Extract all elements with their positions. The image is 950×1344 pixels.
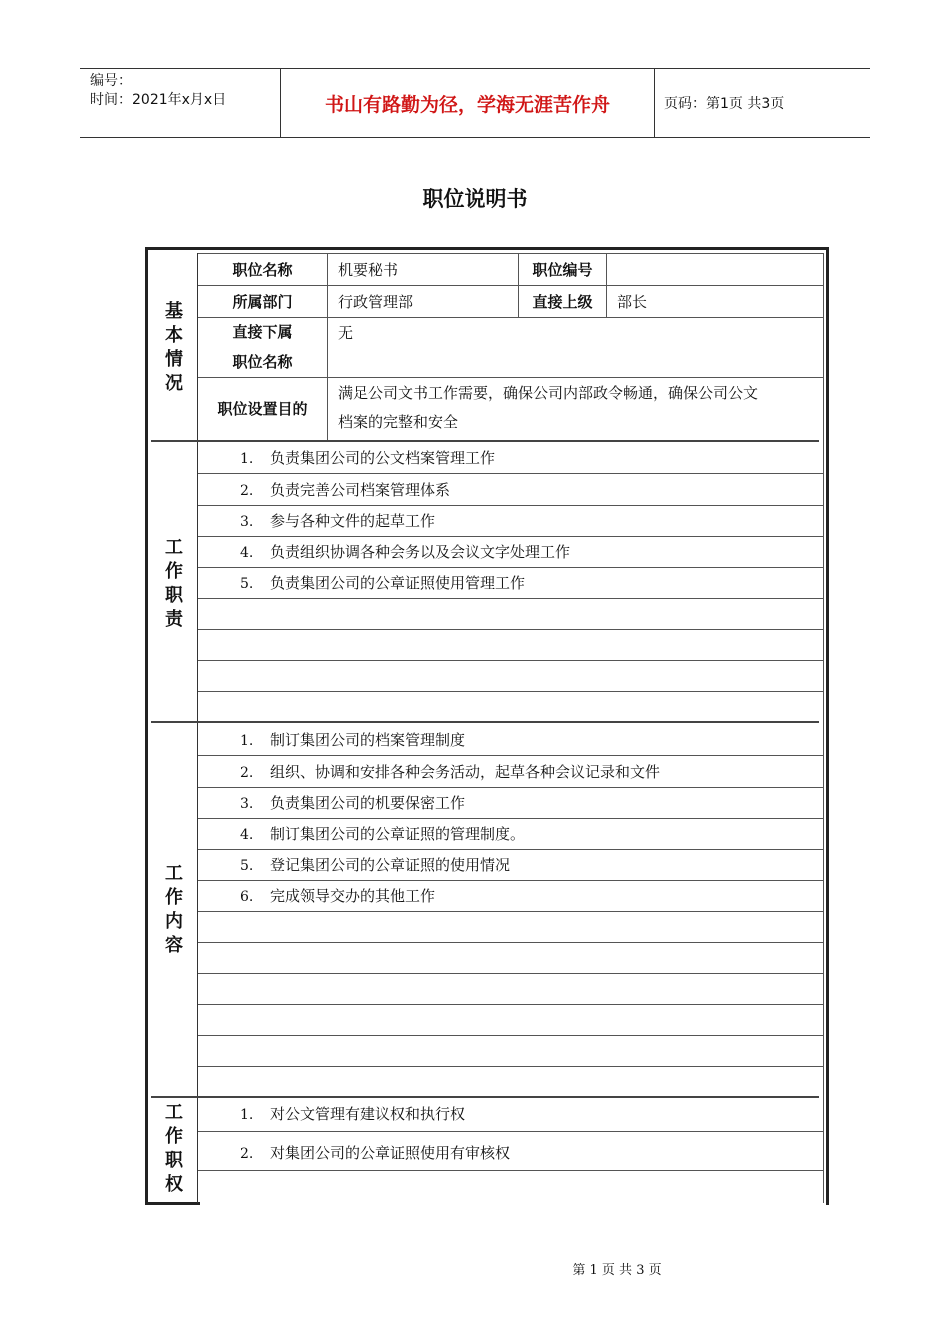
list-item: 5. 负责集团公司的公章证照使用管理工作 [240,574,526,592]
page-title: 职位说明书 [422,187,528,211]
header-meta [80,69,280,137]
list-item: 1. 对公文管理有建议权和执行权 [240,1105,466,1123]
header-motto: 书山有路勤为径，学海无涯苦作舟 [280,69,655,137]
list-item: 1. 负责集团公司的公文档案管理工作 [240,449,496,467]
list-item: 3. 参与各种文件的起草工作 [240,512,436,530]
list-item: 6. 完成领导交办的其他工作 [240,887,436,905]
position-code-value [607,253,823,285]
subordinate-value: 无 [338,324,354,342]
position-name-value: 机要秘书 [338,260,399,279]
list-item: 3. 负责集团公司的机要保密工作 [240,794,466,812]
section-label-basic: 基 本 情 况 [165,301,183,394]
superior-value: 部长 [617,292,648,311]
purpose-value: 满足公司文书工作需要，确保公司内部政令畅通，确保公司公文 档案的完整和安全 [338,384,759,431]
list-item: 4. 负责组织协调各种会务以及会议文字处理工作 [240,543,571,561]
page-footer: 第 1 页 共 3 页 [572,1263,662,1278]
subordinate-label: 直接下属 职位名称 [232,323,293,371]
list-item: 2. 对集团公司的公章证照使用有审核权 [240,1144,511,1162]
list-item: 4. 制订集团公司的公章证照的管理制度。 [240,825,526,843]
position-code-label: 职位编号 [532,260,593,279]
dept-value: 行政管理部 [338,292,414,311]
list-item: 5. 登记集团公司的公章证照的使用情况 [240,856,511,874]
section-label-duties: 工 作 职 责 [165,537,183,630]
time-label: 时间：2021年x月x日 [90,92,227,108]
purpose-label: 职位设置目的 [217,400,308,418]
list-item: 1. 制订集团公司的档案管理制度 [240,731,466,749]
header-page-label: 页码：第1页 共3页 [664,96,785,112]
number-label: 编号： [90,73,132,89]
list-item: 2. 负责完善公司档案管理体系 [240,481,451,499]
dept-label: 所属部门 [232,292,293,311]
position-name-label: 职位名称 [232,260,293,279]
section-label-authority: 工 作 职 权 [165,1102,183,1195]
document-header [80,68,870,138]
superior-label: 直接上级 [532,292,593,311]
section-label-content: 工 作 内 容 [165,863,183,956]
list-item: 2. 组织、协调和安排各种会务活动，起草各种会议记录和文件 [240,763,661,781]
